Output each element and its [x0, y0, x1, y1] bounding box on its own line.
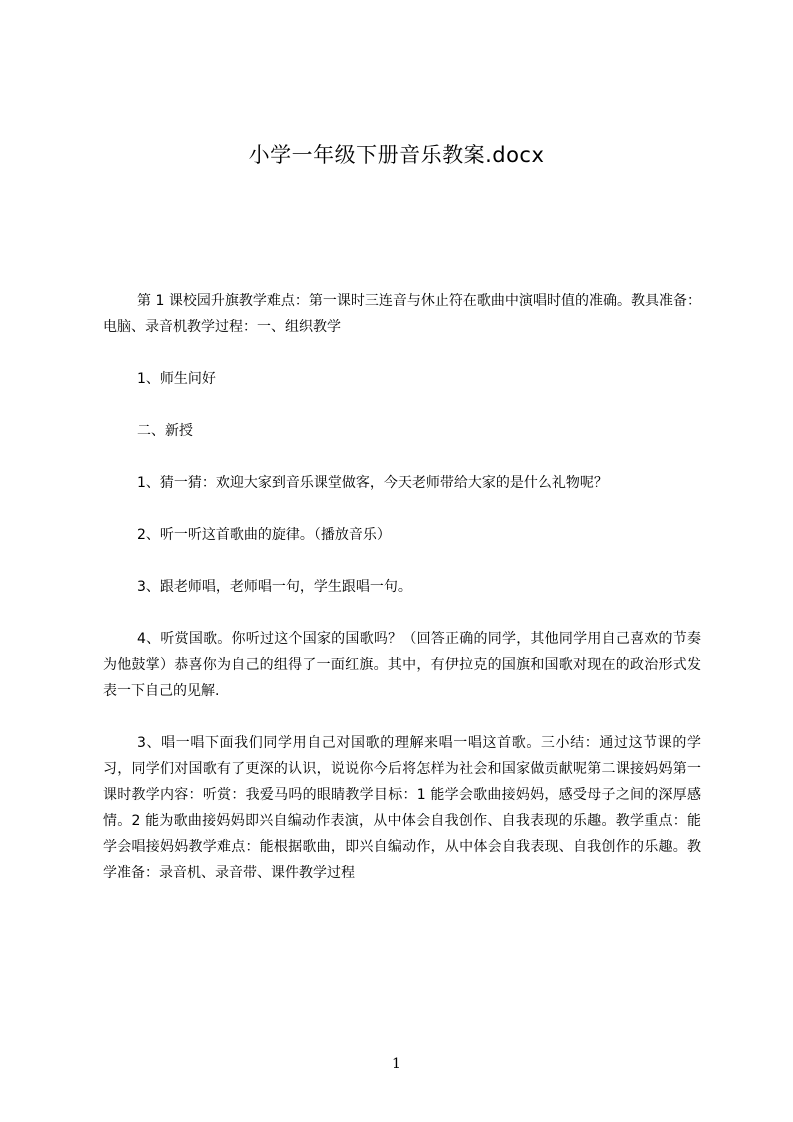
document-title: 小学一年级下册音乐教案.docx — [248, 143, 545, 167]
paragraph-8: 3、唱一唱下面我们同学用自己对国歌的理解来唱一唱这首歌。三小结：通过这节课的学习，同学们对国歌有了更深的认识，说说你今后将怎样为社会和国家做贡献呢第二课接妈妈第一课时教学内容：听赏：我爱马吗的眼睛教学目标：1 能学会歌曲接妈妈，感受母子之间的深厚感情。2 能为歌曲接妈妈即兴自编动作表演，从中体会自我创作、自我表现的乐趣。教学重点：能学会唱接妈妈教学难点：能根据歌曲，即兴自编动作，从中体会自我表现、自我创作的乐趣。教学准备：录音机、录音带、课件教学过程 — [103, 735, 701, 881]
paragraph-5: 2、听一听这首歌曲的旋律。（播放音乐） — [137, 527, 391, 543]
paragraph-1: 第 1 课校园升旗教学难点：第一课时三连音与休止符在歌曲中演唱时值的准确。教具准备：电脑、录音机教学过程：一、组织教学 — [103, 293, 701, 335]
paragraph-2: 1、师生问好 — [137, 371, 216, 387]
document-body — [103, 288, 701, 912]
paragraph-4: 1、猜一猜：欢迎大家到音乐课堂做客，今天老师带给大家的是什么礼物呢？ — [137, 475, 608, 491]
paragraph-7: 4、听赏国歌。你听过这个国家的国歌吗？（回答正确的同学，其他同学用自己喜欢的节奏为他鼓掌）恭喜你为自己的组得了一面红旗。其中，有伊拉克的国旗和国歌对现在的政治形式发表一下自己的见解. — [103, 631, 701, 699]
paragraph-6: 3、跟老师唱，老师唱一句，学生跟唱一句。 — [137, 579, 412, 595]
paragraph-3: 二、新授 — [137, 423, 193, 439]
page-number: 1 — [392, 1056, 401, 1072]
